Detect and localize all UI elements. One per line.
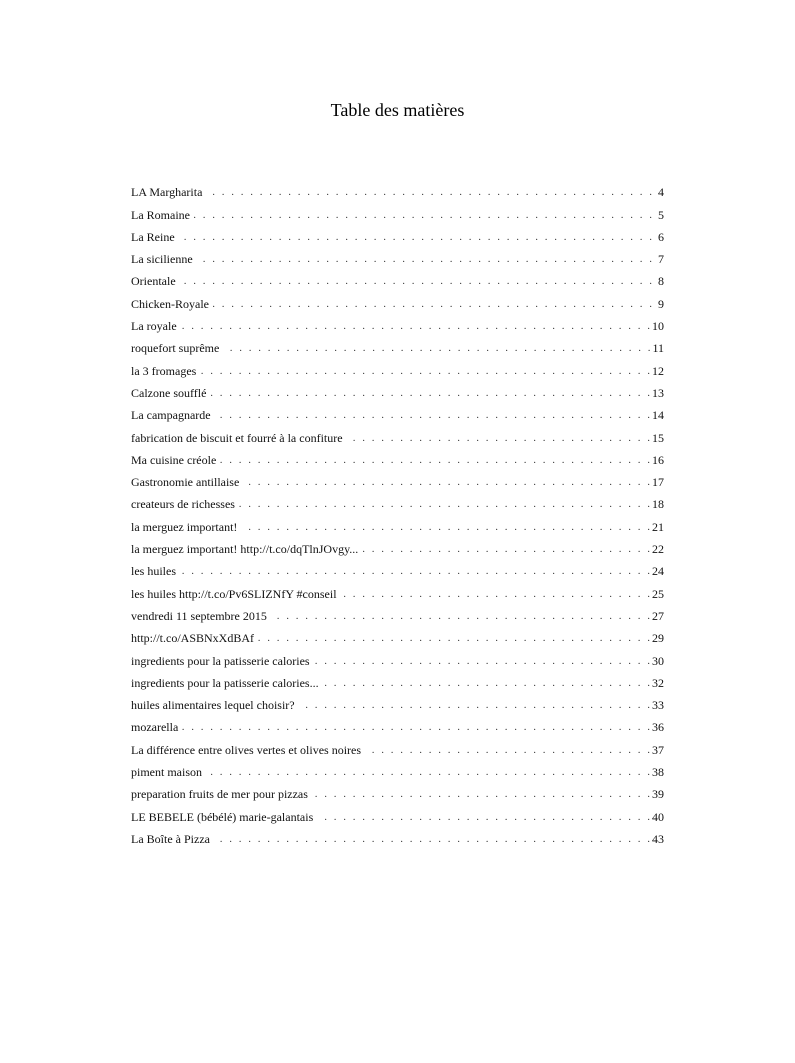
- toc-entry-title[interactable]: La sicilienne: [131, 252, 197, 266]
- dot-leader: [241, 520, 650, 534]
- toc-entry[interactable]: [131, 779, 664, 801]
- toc-entry-page-number[interactable]: 4: [658, 185, 664, 200]
- dot-leader: [179, 230, 652, 244]
- dot-leader: [317, 810, 650, 824]
- toc-entry[interactable]: [131, 668, 664, 690]
- toc-entry-page-number[interactable]: 24: [652, 564, 664, 579]
- table-of-contents: [131, 177, 664, 846]
- toc-entry[interactable]: [131, 445, 664, 467]
- dot-leader: [182, 720, 650, 734]
- toc-entry[interactable]: [131, 757, 664, 779]
- toc-entry-page-number[interactable]: 21: [652, 519, 664, 534]
- toc-entry[interactable]: [131, 355, 664, 377]
- toc-entry-page-number[interactable]: 18: [652, 497, 664, 512]
- dot-leader: [194, 208, 652, 222]
- toc-entry[interactable]: [131, 801, 664, 823]
- toc-entry-title[interactable]: piment maison: [131, 765, 206, 779]
- toc-entry-page-number[interactable]: 9: [658, 296, 664, 311]
- toc-entry-page-number[interactable]: 40: [652, 809, 664, 824]
- toc-entry-page-number[interactable]: 32: [652, 675, 664, 690]
- toc-entry-title[interactable]: vendredi 11 septembre 2015: [131, 609, 271, 623]
- toc-entry-page-number[interactable]: 16: [652, 452, 664, 467]
- dot-leader: [181, 319, 650, 333]
- dot-leader: [362, 542, 650, 556]
- toc-entry-page-number[interactable]: 15: [652, 430, 664, 445]
- toc-entry-page-number[interactable]: 30: [652, 653, 664, 668]
- dot-leader: [220, 453, 650, 467]
- dot-leader: [214, 832, 650, 846]
- toc-entry-title[interactable]: La Boîte à Pizza: [131, 832, 214, 846]
- toc-entry[interactable]: [131, 489, 664, 511]
- toc-entry-title[interactable]: roquefort suprême: [131, 341, 223, 355]
- dot-leader: [197, 252, 652, 266]
- toc-entry[interactable]: [131, 623, 664, 645]
- toc-entry[interactable]: [131, 556, 664, 578]
- toc-entry-page-number[interactable]: 13: [652, 385, 664, 400]
- toc-entry-title[interactable]: Chicken-Royale: [131, 297, 213, 311]
- toc-entry-page-number[interactable]: 14: [652, 408, 664, 423]
- toc-entry-page-number[interactable]: 29: [652, 631, 664, 646]
- toc-entry-title[interactable]: fabrication de biscuit et fourré à la confiture: [131, 431, 347, 445]
- toc-entry-page-number[interactable]: 8: [658, 274, 664, 289]
- toc-entry-page-number[interactable]: 38: [652, 765, 664, 780]
- dot-leader: [206, 765, 650, 779]
- toc-entry[interactable]: [131, 511, 664, 533]
- toc-entry[interactable]: [131, 400, 664, 422]
- toc-entry-title[interactable]: La campagnarde: [131, 408, 215, 422]
- toc-entry-title[interactable]: preparation fruits de mer pour pizzas: [131, 787, 312, 801]
- toc-entry-title[interactable]: createurs de richesses: [131, 497, 239, 511]
- toc-entry-title[interactable]: mozarella: [131, 720, 182, 734]
- toc-entry-page-number[interactable]: 7: [658, 252, 664, 267]
- toc-entry-title[interactable]: Orientale: [131, 274, 180, 288]
- dot-leader: [239, 497, 650, 511]
- dot-leader: [347, 431, 650, 445]
- toc-entry-title[interactable]: Ma cuisine créole: [131, 453, 220, 467]
- toc-entry[interactable]: [131, 734, 664, 756]
- toc-entry[interactable]: [131, 422, 664, 444]
- dot-leader: [271, 609, 650, 623]
- toc-entry-page-number[interactable]: 11: [652, 341, 664, 356]
- toc-entry-title[interactable]: la merguez important!: [131, 520, 241, 534]
- toc-entry[interactable]: [131, 288, 664, 310]
- dot-leader: [215, 408, 650, 422]
- dot-leader: [243, 475, 650, 489]
- toc-entry[interactable]: [131, 266, 664, 288]
- toc-entry[interactable]: [131, 712, 664, 734]
- toc-entry-title[interactable]: La royale: [131, 319, 181, 333]
- dot-leader: [180, 274, 652, 288]
- toc-entry-title[interactable]: La Romaine: [131, 208, 194, 222]
- toc-entry[interactable]: [131, 333, 664, 355]
- toc-entry[interactable]: [131, 578, 664, 600]
- dot-leader: [213, 297, 652, 311]
- toc-entry-title[interactable]: la merguez important! http://t.co/dqTlnJOvgy...: [131, 542, 362, 556]
- dot-leader: [200, 364, 650, 378]
- toc-entry-title[interactable]: LE BEBELE (bébélé) marie-galantais: [131, 810, 317, 824]
- dot-leader: [258, 631, 650, 645]
- toc-entry[interactable]: [131, 645, 664, 667]
- toc-entry[interactable]: [131, 222, 664, 244]
- dot-leader: [314, 654, 650, 668]
- toc-entry-page-number[interactable]: 27: [652, 608, 664, 623]
- toc-entry-title[interactable]: La Reine: [131, 230, 179, 244]
- toc-entry-title[interactable]: les huiles: [131, 564, 180, 578]
- dot-leader: [341, 587, 650, 601]
- toc-entry-page-number[interactable]: 39: [652, 787, 664, 802]
- toc-entry[interactable]: [131, 824, 664, 846]
- dot-leader: [210, 386, 650, 400]
- toc-entry[interactable]: [131, 601, 664, 623]
- toc-entry-page-number[interactable]: 22: [652, 542, 664, 557]
- toc-entry-page-number[interactable]: 36: [652, 720, 664, 735]
- dot-leader: [223, 341, 650, 355]
- toc-entry[interactable]: [131, 690, 664, 712]
- toc-entry-title[interactable]: les huiles http://t.co/Pv6SLIZNfY #conseil: [131, 587, 341, 601]
- dot-leader: [299, 698, 650, 712]
- toc-entry-title[interactable]: la 3 fromages: [131, 364, 200, 378]
- toc-entry-page-number[interactable]: 17: [652, 475, 664, 490]
- toc-entry-page-number[interactable]: 12: [652, 363, 664, 378]
- toc-entry[interactable]: [131, 311, 664, 333]
- toc-entry-page-number[interactable]: 5: [658, 207, 664, 222]
- toc-entry-title[interactable]: La différence entre olives vertes et olives noires: [131, 743, 365, 757]
- dot-leader: [323, 676, 650, 690]
- toc-entry-title[interactable]: ingredients pour la patisserie calories: [131, 654, 314, 668]
- toc-entry-page-number[interactable]: 6: [658, 229, 664, 244]
- toc-entry-page-number[interactable]: 25: [652, 586, 664, 601]
- page-title: Table des matières: [330, 100, 465, 120]
- toc-entry-page-number[interactable]: 37: [652, 742, 664, 757]
- toc-entry[interactable]: [131, 467, 664, 489]
- toc-entry-title[interactable]: LA Margharita: [131, 185, 206, 199]
- toc-entry-page-number[interactable]: 43: [652, 831, 664, 846]
- toc-entry-title[interactable]: huiles alimentaires lequel choisir?: [131, 698, 299, 712]
- toc-entry[interactable]: [131, 177, 664, 199]
- toc-entry-title[interactable]: ingredients pour la patisserie calories...: [131, 676, 323, 690]
- toc-entry-title[interactable]: Calzone soufflé: [131, 386, 210, 400]
- toc-entry[interactable]: [131, 378, 664, 400]
- toc-entry[interactable]: [131, 534, 664, 556]
- toc-entry-page-number[interactable]: 33: [652, 698, 664, 713]
- dot-leader: [206, 185, 652, 199]
- toc-entry[interactable]: [131, 244, 664, 266]
- toc-entry-title[interactable]: Gastronomie antillaise: [131, 475, 243, 489]
- toc-entry-page-number[interactable]: 10: [652, 319, 664, 334]
- toc-entry-title[interactable]: http://t.co/ASBNxXdBAf: [131, 631, 258, 645]
- dot-leader: [180, 564, 650, 578]
- dot-leader: [365, 743, 650, 757]
- toc-entry[interactable]: [131, 199, 664, 221]
- dot-leader: [312, 787, 650, 801]
